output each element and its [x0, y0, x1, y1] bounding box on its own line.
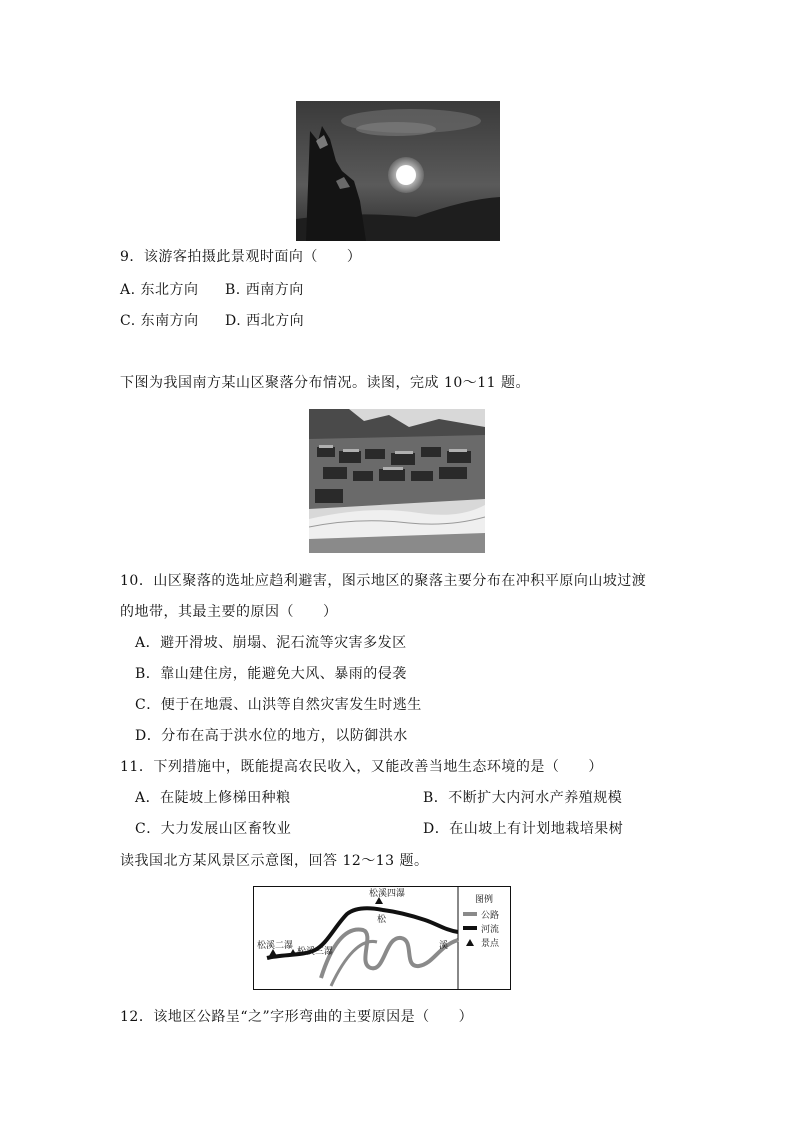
scenic-area-map-graphic: [253, 886, 511, 990]
q11-option-a: A．在陡坡上修梯田种粮: [135, 790, 291, 806]
q10-stem-line2: 的地带，其最主要的原因（ ）: [120, 604, 338, 620]
legend-river-label: 河流: [481, 925, 500, 935]
village-photo: [309, 409, 485, 553]
q11-stem: 11．下列措施中，既能提高农民收入，又能改善当地生态环境的是（ ）: [120, 759, 603, 775]
q9-stem: 9．该游客拍摄此景观时面向（ ）: [120, 249, 362, 265]
spot-label-2: 松溪二瀑: [257, 941, 294, 951]
river-label-song: 松: [377, 915, 387, 925]
q9-option-d: D. 西北方向: [225, 313, 305, 329]
q10-option-a: A．避开滑坡、崩塌、泥石流等灾害多发区: [135, 635, 407, 651]
sunset-photo-graphic: [296, 101, 500, 241]
q9-option-c: C. 东南方向: [120, 313, 199, 329]
spot-label-3: 松溪三瀑: [297, 947, 334, 957]
village-photo-graphic: [309, 409, 485, 553]
intro-12-13: 读我国北方某风景区示意图，回答 12～13 题。: [120, 853, 429, 869]
q10-option-b: B．靠山建住房，能避免大风、暴雨的侵袭: [135, 666, 407, 682]
scenic-area-map: [253, 886, 511, 990]
q10-option-c: C．便于在地震、山洪等自然灾害发生时逃生: [135, 697, 422, 713]
river-label-xi: 溪: [439, 941, 449, 951]
q10-stem-line1: 10．山区聚落的选址应趋利避害，图示地区的聚落主要分布在冲积平原向山坡过渡: [120, 573, 647, 589]
intro-10-11: 下图为我国南方某山区聚落分布情况。读图，完成 10～11 题。: [120, 375, 531, 391]
q11-option-b: B．不断扩大内河水产养殖规模: [423, 790, 623, 806]
legend-spot-label: 景点: [481, 939, 500, 949]
q9-option-a: A. 东北方向: [120, 282, 199, 298]
sunset-photo: [296, 101, 500, 241]
spot-label-4: 松溪四瀑: [369, 889, 406, 899]
legend-road-label: 公路: [481, 911, 500, 921]
legend-title: 图例: [475, 895, 494, 905]
q10-option-d: D．分布在高于洪水位的地方，以防御洪水: [135, 728, 408, 744]
q11-option-c: C．大力发展山区畜牧业: [135, 821, 292, 837]
q11-option-d: D．在山坡上有计划地栽培果树: [423, 821, 624, 837]
q9-option-b: B. 西南方向: [225, 282, 304, 298]
q12-stem: 12．该地区公路呈“之”字形弯曲的主要原因是（ ）: [120, 1009, 474, 1025]
